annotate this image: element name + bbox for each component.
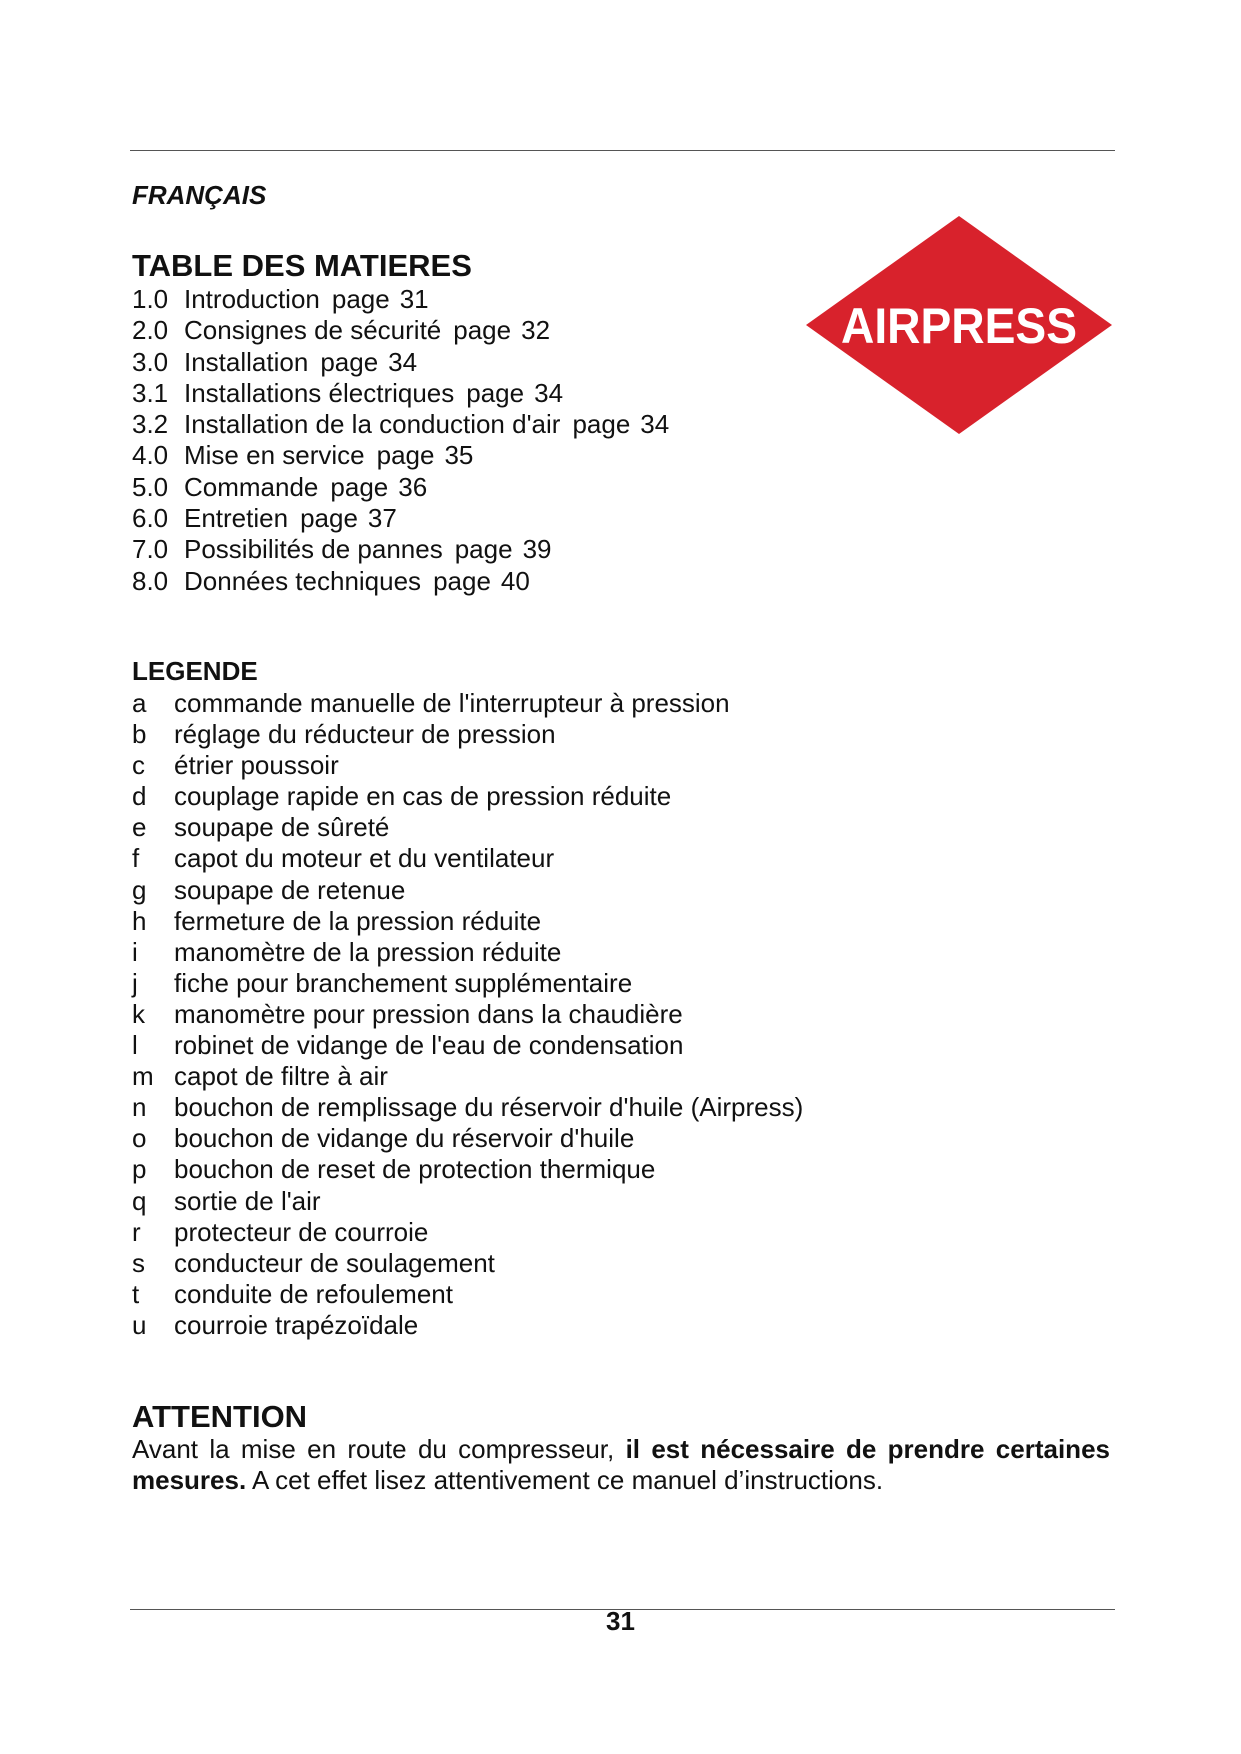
legend-item-text: réglage du réducteur de pression — [174, 719, 556, 750]
legend-item-key: n — [132, 1092, 147, 1123]
toc-item — [132, 472, 669, 503]
legend-item — [132, 1279, 803, 1310]
toc-item-page-word: page — [454, 534, 513, 565]
toc-item-label: Installation — [184, 346, 309, 377]
legend-item-key: o — [132, 1123, 147, 1154]
legend-item-text: courroie trapézoïdale — [174, 1309, 419, 1340]
toc-item-number: 4.0 — [132, 440, 169, 471]
toc-item-page: 34 — [640, 409, 670, 440]
toc-item-page-word: page — [300, 503, 358, 534]
toc-item-page-word: page — [331, 284, 390, 314]
legend-item-text: fermeture de la pression réduite — [174, 905, 542, 936]
toc-item-page: 34 — [388, 346, 418, 377]
toc-item — [132, 566, 669, 597]
legend-item — [132, 843, 803, 874]
attention-text-before: Avant la mise en route du compresseur, — [132, 1434, 626, 1464]
toc-item-number: 8.0 — [132, 565, 169, 596]
legend-item — [132, 812, 803, 843]
legend-item-text: bouchon de vidange du réservoir d'huile — [174, 1123, 635, 1154]
legend-item-key: c — [132, 750, 145, 781]
legend-item — [132, 906, 803, 937]
legend-item — [132, 1092, 803, 1123]
toc-item-page-word: page — [320, 346, 379, 377]
toc-item-page: 31 — [399, 284, 429, 314]
toc-item — [132, 534, 669, 565]
toc-item-label: Commande — [184, 471, 319, 502]
toc-item-page: 36 — [398, 471, 428, 502]
legend-item-key: i — [132, 936, 138, 967]
legend-item-text: manomètre de la pression réduite — [174, 936, 562, 967]
legend-item-key: a — [132, 688, 147, 718]
legend-item — [132, 999, 803, 1030]
toc-item-page-word: page — [572, 409, 631, 440]
legend-item-key: r — [132, 1216, 141, 1247]
airpress-logo — [806, 216, 1112, 434]
legend-item — [132, 937, 803, 968]
legend-item-text: conduite de refoulement — [174, 1278, 453, 1309]
attention-title: ATTENTION — [132, 1399, 308, 1434]
legend-item-key: q — [132, 1185, 147, 1216]
toc-item-page: 39 — [522, 534, 552, 565]
attention-text-bold: il est nécessaire de prendre certaines mesures. — [132, 1434, 1110, 1495]
legend-item-text: manomètre pour pression dans la chaudière — [174, 998, 683, 1029]
legend-item-text: protecteur de courroie — [174, 1216, 429, 1247]
legend-item-key: t — [132, 1278, 140, 1309]
toc-item — [132, 440, 669, 471]
legend-item-key: u — [132, 1309, 147, 1340]
toc-item-number: 5.0 — [132, 471, 169, 502]
legend-item-key: f — [132, 843, 140, 874]
toc-item — [132, 503, 669, 534]
toc-item-number: 2.0 — [132, 315, 169, 346]
toc-item-label: Mise en service — [184, 440, 365, 471]
legend-item-text: commande manuelle de l'interrupteur à pression — [174, 688, 730, 718]
legend-item-text: soupape de retenue — [174, 874, 406, 905]
legend-item-key: m — [132, 1061, 154, 1092]
attention-text — [132, 1434, 1110, 1496]
legend-item-text: bouchon de reset de protection thermique — [174, 1154, 656, 1185]
attention-text-after: A cet effet lisez attentivement ce manuel d’instructions. — [246, 1465, 884, 1495]
toc-item-page: 34 — [534, 377, 564, 408]
legend-item-text: étrier poussoir — [174, 750, 339, 781]
legend-item-key: h — [132, 905, 147, 936]
toc-item-page: 37 — [367, 503, 397, 534]
top-divider — [130, 150, 1115, 151]
toc-item-number: 3.1 — [132, 377, 169, 408]
logo-text: AIRPRESS — [841, 298, 1077, 354]
legend-item-key: g — [132, 874, 147, 905]
toc-list — [132, 284, 669, 597]
legend-title: LEGENDE — [132, 656, 258, 686]
legend-item-key: d — [132, 781, 147, 812]
toc-item — [132, 284, 669, 315]
toc-item-number: 3.2 — [132, 409, 169, 440]
legend-item-key: p — [132, 1154, 147, 1185]
legend-item-text: robinet de vidange de l'eau de condensation — [174, 1030, 684, 1061]
legend-item — [132, 875, 803, 906]
legend-item-key: b — [132, 719, 147, 750]
legend-item — [132, 1248, 803, 1279]
legend-item — [132, 1310, 803, 1341]
toc-item-label: Introduction — [184, 284, 320, 314]
toc-item-page-word: page — [453, 315, 512, 346]
legend-item-key: k — [132, 998, 145, 1029]
toc-item-number: 1.0 — [132, 284, 169, 314]
toc-item-page: 32 — [521, 315, 551, 346]
toc-item-label: Consignes de sécurité — [184, 315, 442, 346]
toc-item-number: 6.0 — [132, 503, 169, 534]
toc-item-page-word: page — [433, 565, 491, 596]
legend-item-text: conducteur de soulagement — [174, 1247, 495, 1278]
page-number: 31 — [606, 1606, 635, 1636]
toc-item — [132, 315, 669, 346]
legend-item — [132, 1061, 803, 1092]
legend-item-text: soupape de sûreté — [174, 812, 390, 843]
toc-item — [132, 409, 669, 440]
toc-item-page-word: page — [466, 377, 525, 408]
legend-item — [132, 1154, 803, 1185]
toc-item-number: 3.0 — [132, 346, 169, 377]
legend-item — [132, 688, 803, 719]
toc-item-label: Installation de la conduction d'air — [184, 409, 561, 440]
toc-item-label: Installations électriques — [184, 377, 455, 408]
legend-item-text: capot de filtre à air — [174, 1061, 388, 1092]
legend-item — [132, 781, 803, 812]
toc-item — [132, 378, 669, 409]
toc-item-page-word: page — [330, 471, 389, 502]
legend-item-text: bouchon de remplissage du réservoir d'huile (Airpress) — [174, 1092, 804, 1123]
legend-item — [132, 1030, 803, 1061]
legend-item — [132, 1123, 803, 1154]
legend-item-key: s — [132, 1247, 145, 1278]
toc-item-page-word: page — [376, 440, 435, 471]
toc-title: TABLE DES MATIERES — [132, 248, 472, 283]
legend-item-text: couplage rapide en cas de pression réduite — [174, 781, 672, 812]
toc-item-page: 35 — [444, 440, 474, 471]
toc-item-label: Entretien — [184, 503, 289, 534]
toc-item — [132, 347, 669, 378]
legend-item-key: l — [132, 1030, 138, 1061]
toc-item-label: Données techniques — [184, 565, 422, 596]
legend-item — [132, 750, 803, 781]
toc-item-page: 40 — [500, 565, 530, 596]
legend-item-key: j — [132, 967, 138, 998]
legend-item-text: sortie de l'air — [174, 1185, 321, 1216]
legend-item-text: fiche pour branchement supplémentaire — [174, 967, 633, 998]
toc-item-label: Possibilités de pannes — [184, 534, 443, 565]
legend-item-key: e — [132, 812, 147, 843]
language-label: FRANÇAIS — [132, 180, 267, 210]
legend-item — [132, 1186, 803, 1217]
legend-item-text: capot du moteur et du ventilateur — [174, 843, 555, 874]
toc-item-number: 7.0 — [132, 534, 169, 565]
legend-item — [132, 968, 803, 999]
legend-item — [132, 1217, 803, 1248]
legend-list — [132, 688, 803, 1341]
legend-item — [132, 719, 803, 750]
